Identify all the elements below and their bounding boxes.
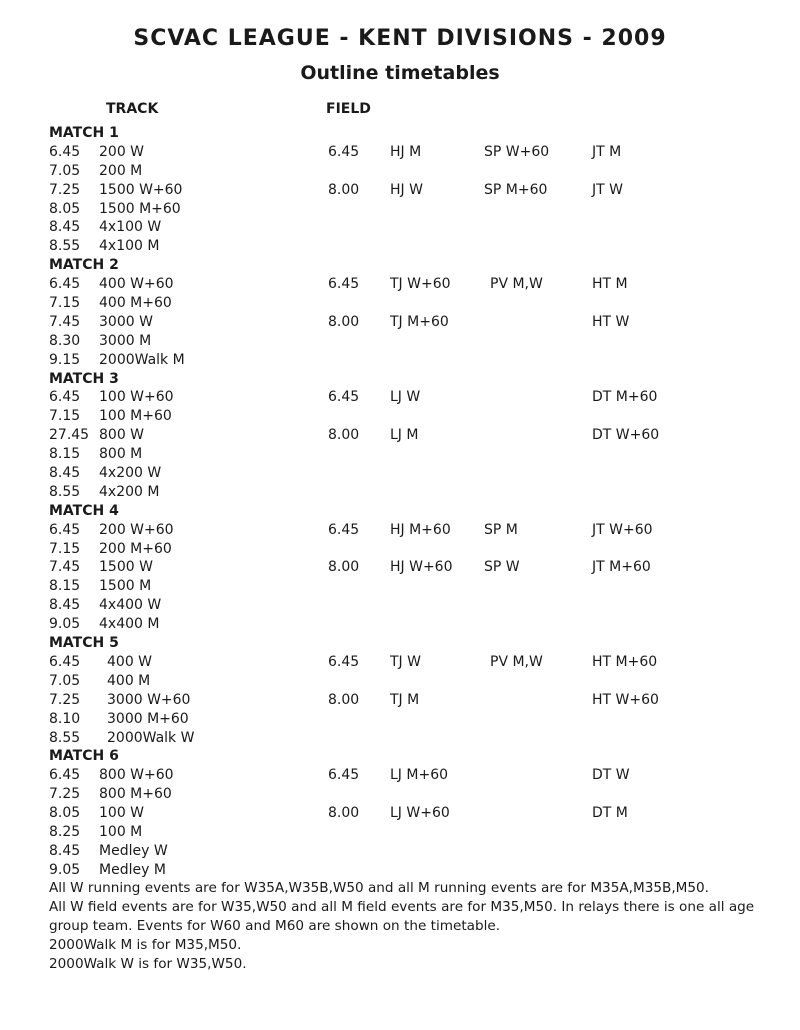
field-event-2: PV M,W — [490, 276, 543, 293]
match-6 — [0, 747, 800, 879]
field-event-2: SP M — [484, 521, 518, 538]
track-time: 8.25 — [49, 823, 81, 840]
track-time: 7.25 — [49, 786, 81, 803]
field-time: 8.00 — [328, 181, 360, 198]
track-event: 1500 W — [99, 559, 153, 576]
track-event: 3000 W — [99, 313, 153, 330]
field-event-1: LJ M — [390, 427, 419, 444]
timetable-row — [0, 275, 800, 294]
timetable-row — [0, 294, 800, 313]
field-time: 6.45 — [328, 143, 360, 160]
timetable-row — [0, 426, 800, 445]
timetable-row — [0, 861, 800, 880]
field-time: 8.00 — [328, 691, 360, 708]
track-time: 7.25 — [49, 691, 81, 708]
track-time: 6.45 — [49, 276, 81, 293]
match-3 — [0, 370, 800, 502]
track-time: 9.15 — [49, 351, 81, 368]
track-event: 4x100 M — [99, 238, 160, 255]
track-time: 7.05 — [49, 162, 81, 179]
track-event: 200 M — [99, 162, 143, 179]
track-event: 200 W — [99, 143, 145, 160]
field-event-3: JT M+60 — [592, 559, 651, 576]
track-event: 4x400 W — [99, 597, 162, 614]
timetable-row — [0, 804, 800, 823]
timetable-row — [0, 200, 800, 219]
timetable-row — [0, 483, 800, 502]
match-4 — [0, 502, 800, 634]
track-event: 100 W — [99, 805, 145, 822]
timetable-row — [0, 766, 800, 785]
track-event: 400 M — [107, 672, 151, 689]
timetable-row — [0, 521, 800, 540]
timetable-row — [0, 710, 800, 729]
track-time: 7.05 — [49, 672, 81, 689]
track-time: 6.45 — [49, 389, 81, 406]
track-time: 8.55 — [49, 238, 81, 255]
timetable-row — [0, 143, 800, 162]
track-time: 8.45 — [49, 219, 81, 236]
track-event: 1500 M — [99, 578, 152, 595]
field-event-1: HJ W — [390, 181, 423, 198]
track-time: 8.05 — [49, 200, 81, 217]
track-time: 6.45 — [49, 767, 81, 784]
field-event-2: PV M,W — [490, 653, 543, 670]
track-event: 3000 M — [99, 332, 152, 349]
field-event-1: HJ M — [390, 143, 422, 160]
track-time: 7.15 — [49, 540, 81, 557]
track-event: 100 W+60 — [99, 389, 174, 406]
timetable-row — [0, 388, 800, 407]
track-time: 9.05 — [49, 861, 81, 878]
track-time: 8.55 — [49, 729, 81, 746]
timetable-row — [0, 313, 800, 332]
field-time: 8.00 — [328, 427, 360, 444]
note-field: All W field events are for W35,W50 and all M field events are for M35,M50. In relays there is one all age group team. Events for W60 and M60 are shown on the timetable. — [49, 899, 755, 934]
timetable-row — [0, 558, 800, 577]
timetable-row — [0, 577, 800, 596]
timetable-row — [0, 785, 800, 804]
field-event-3: DT W — [592, 767, 630, 784]
track-time: 8.45 — [49, 597, 81, 614]
field-time: 8.00 — [328, 805, 360, 822]
timetable-row — [0, 596, 800, 615]
timetable-row — [0, 162, 800, 181]
field-time: 8.00 — [328, 559, 360, 576]
match-header: MATCH 4 — [49, 502, 119, 519]
timetable-row — [0, 540, 800, 559]
track-time: 8.15 — [49, 578, 81, 595]
track-time: 7.15 — [49, 295, 81, 312]
track-time: 6.45 — [49, 521, 81, 538]
page-subtitle: Outline timetables — [300, 62, 500, 84]
track-time: 8.55 — [49, 483, 81, 500]
timetable-row — [0, 672, 800, 691]
field-time: 6.45 — [328, 276, 360, 293]
track-time: 8.45 — [49, 465, 81, 482]
field-event-3: HT W — [592, 313, 630, 330]
match-list — [0, 124, 800, 880]
field-event-1: TJ M — [390, 691, 420, 708]
field-event-1: LJ W+60 — [390, 805, 450, 822]
timetable-row — [0, 237, 800, 256]
track-event: 1500 W+60 — [99, 181, 183, 198]
field-time: 6.45 — [328, 767, 360, 784]
track-event: Medley W — [99, 842, 168, 859]
field-event-2: SP W+60 — [484, 143, 550, 160]
track-time: 8.45 — [49, 842, 81, 859]
page-title: SCVAC LEAGUE - KENT DIVISIONS - 2009 — [133, 26, 667, 51]
match-1 — [0, 124, 800, 256]
timetable-row — [0, 464, 800, 483]
track-event: 2000Walk W — [107, 729, 195, 746]
field-event-1: LJ M+60 — [390, 767, 449, 784]
timetable-row — [0, 445, 800, 464]
field-event-1: HJ M+60 — [390, 521, 451, 538]
field-event-1: TJ W+60 — [390, 276, 451, 293]
track-event: 100 M+60 — [99, 408, 172, 425]
track-event: Medley M — [99, 861, 166, 878]
track-event: 4x200 M — [99, 483, 160, 500]
match-header: MATCH 6 — [49, 748, 119, 765]
track-time: 27.45 — [49, 427, 90, 444]
timetable-row — [0, 407, 800, 426]
note-walk-w: 2000Walk W is for W35,W50. — [49, 956, 247, 972]
track-event: 400 W — [107, 653, 153, 670]
field-event-3: JT M — [592, 143, 622, 160]
track-time: 6.45 — [49, 143, 81, 160]
track-event: 4x200 W — [99, 465, 162, 482]
track-event: 4x400 M — [99, 616, 160, 633]
field-event-1: HJ W+60 — [390, 559, 453, 576]
field-event-3: DT W+60 — [592, 427, 660, 444]
track-time: 8.15 — [49, 446, 81, 463]
timetable-row — [0, 842, 800, 861]
track-event: 400 M+60 — [99, 295, 172, 312]
timetable-row — [0, 691, 800, 710]
track-time: 9.05 — [49, 616, 81, 633]
track-time: 7.25 — [49, 181, 81, 198]
field-event-3: DT M — [592, 805, 628, 822]
track-column-header: TRACK — [106, 101, 159, 117]
track-event: 200 W+60 — [99, 521, 174, 538]
note-running: All W running events are for W35A,W35B,W50 and all M running events are for M35A,M35B,M50. — [49, 880, 709, 896]
field-event-2: SP M+60 — [484, 181, 548, 198]
track-time: 7.45 — [49, 559, 81, 576]
field-time: 6.45 — [328, 521, 360, 538]
field-time: 6.45 — [328, 389, 360, 406]
match-header: MATCH 3 — [49, 370, 119, 387]
notes — [49, 879, 794, 974]
timetable-row — [0, 181, 800, 200]
field-event-1: LJ W — [390, 389, 421, 406]
field-event-2: SP W — [484, 559, 520, 576]
field-event-3: HT M+60 — [592, 653, 658, 670]
track-event: 200 M+60 — [99, 540, 172, 557]
timetable-row — [0, 823, 800, 842]
track-time: 8.30 — [49, 332, 81, 349]
field-event-1: TJ W — [390, 653, 421, 670]
track-time: 8.05 — [49, 805, 81, 822]
track-event: 3000 W+60 — [107, 691, 191, 708]
match-header: MATCH 1 — [49, 125, 119, 141]
field-event-3: JT W — [592, 181, 623, 198]
timetable-row — [0, 351, 800, 370]
match-header: MATCH 5 — [49, 635, 119, 652]
timetable-row — [0, 729, 800, 748]
timetable-row — [0, 653, 800, 672]
timetable-row — [0, 615, 800, 634]
track-event: 3000 M+60 — [107, 710, 189, 727]
track-event: 400 W+60 — [99, 276, 174, 293]
track-time: 7.15 — [49, 408, 81, 425]
track-event: 800 W+60 — [99, 767, 174, 784]
note-walk-m: 2000Walk M is for M35,M50. — [49, 937, 242, 953]
track-time: 7.45 — [49, 313, 81, 330]
timetable-row — [0, 218, 800, 237]
track-event: 800 M+60 — [99, 786, 172, 803]
track-time: 8.10 — [49, 710, 81, 727]
match-5 — [0, 634, 800, 747]
field-event-3: HT M — [592, 276, 628, 293]
track-event: 4x100 W — [99, 219, 162, 236]
timetable-row — [0, 332, 800, 351]
field-column-header: FIELD — [326, 101, 371, 117]
field-event-3: HT W+60 — [592, 691, 659, 708]
track-event: 100 M — [99, 823, 143, 840]
field-event-1: TJ M+60 — [390, 313, 449, 330]
match-2 — [0, 256, 800, 369]
field-time: 6.45 — [328, 653, 360, 670]
track-time: 6.45 — [49, 653, 81, 670]
field-event-3: DT M+60 — [592, 389, 658, 406]
field-event-3: JT W+60 — [592, 521, 653, 538]
track-event: 2000Walk M — [99, 351, 185, 368]
track-event: 800 W — [99, 427, 145, 444]
track-event: 1500 M+60 — [99, 200, 181, 217]
match-header: MATCH 2 — [49, 257, 119, 274]
track-event: 800 M — [99, 446, 143, 463]
field-time: 8.00 — [328, 313, 360, 330]
